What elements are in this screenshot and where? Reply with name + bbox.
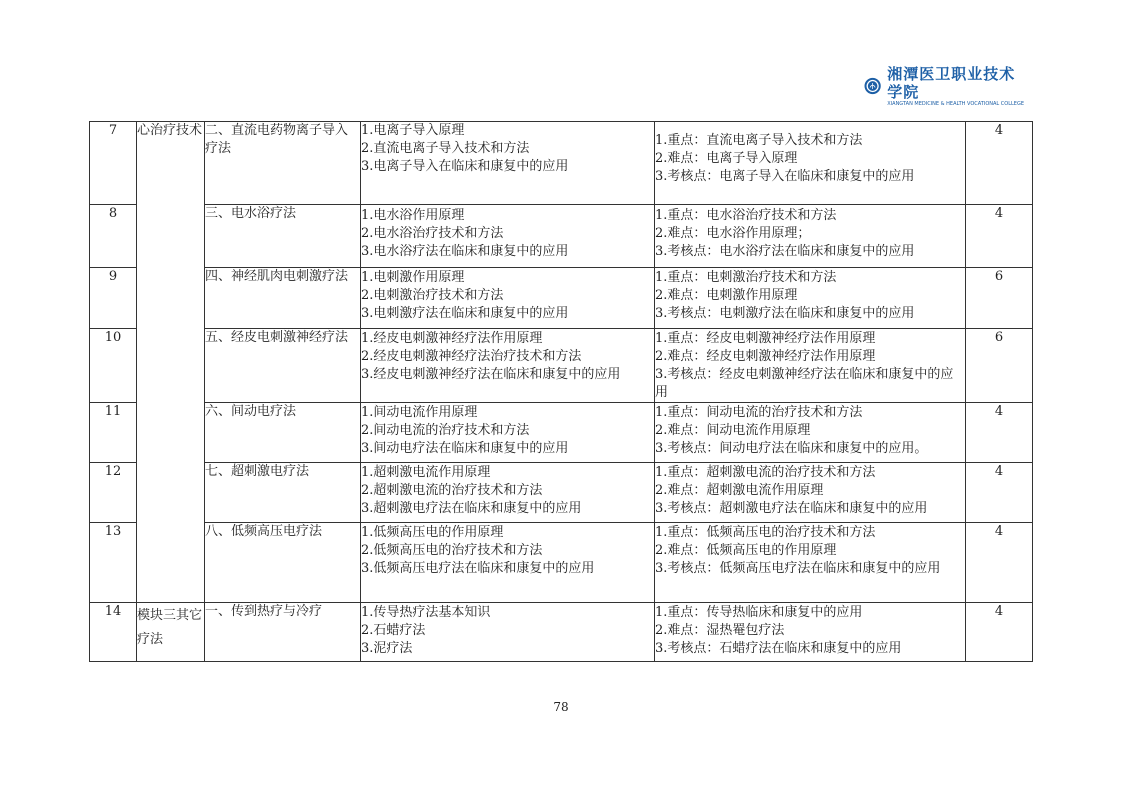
focus-line: 1.重点：直流电离子导入技术和方法 <box>655 133 863 148</box>
focus-cell <box>655 603 966 662</box>
focus-cell <box>655 463 966 523</box>
topic-cell: 五、经皮电刺激神经疗法 <box>205 329 361 403</box>
focus-line: 3.考核点：超刺激电疗法在临床和康复中的应用 <box>655 501 928 516</box>
topic-cell: 七、超刺激电疗法 <box>205 463 361 523</box>
content-line: 3.间动电疗法在临床和康复中的应用 <box>361 441 569 456</box>
hours-cell: 4 <box>966 403 1033 463</box>
focus-line: 3.考核点：电刺激疗法在临床和康复中的应用 <box>655 306 915 321</box>
focus-line: 2.难点：经皮电刺激神经疗法作用原理 <box>655 349 876 364</box>
hours-cell: 4 <box>966 205 1033 268</box>
content-cell <box>361 205 655 268</box>
content-line: 2.经皮电刺激神经疗法治疗技术和方法 <box>361 349 582 364</box>
focus-line: 3.考核点：电水浴疗法在临床和康复中的应用 <box>655 244 915 259</box>
topic-cell: 三、电水浴疗法 <box>205 205 361 268</box>
focus-cell <box>655 122 966 205</box>
module-cell: 模块三其它疗法 <box>137 603 205 662</box>
focus-line: 2.难点：电刺激作用原理 <box>655 288 798 303</box>
content-cell <box>361 122 655 205</box>
content-line: 2.超刺激电流的治疗技术和方法 <box>361 483 543 498</box>
focus-line: 2.难点：低频高压电的作用原理 <box>655 543 837 558</box>
topic-cell: 一、传到热疗与冷疗 <box>205 603 361 662</box>
focus-line: 1.重点：电水浴治疗技术和方法 <box>655 208 837 223</box>
focus-line: 1.重点：低频高压电的治疗技术和方法 <box>655 525 876 540</box>
content-line: 1.电水浴作用原理 <box>361 208 465 223</box>
content-cell <box>361 329 655 403</box>
content-cell <box>361 523 655 603</box>
focus-line: 2.难点：超刺激电流作用原理 <box>655 483 824 498</box>
content-line: 1.电离子导入原理 <box>361 123 465 138</box>
focus-line: 3.考核点：电离子导入在临床和康复中的应用 <box>655 169 915 184</box>
focus-line: 2.难点：电离子导入原理 <box>655 151 798 166</box>
content-line: 1.传导热疗法基本知识 <box>361 605 491 620</box>
content-line: 3.泥疗法 <box>361 641 413 656</box>
content-line: 3.电刺激疗法在临床和康复中的应用 <box>361 306 569 321</box>
focus-line: 1.重点：经皮电刺激神经疗法作用原理 <box>655 331 876 346</box>
focus-cell <box>655 523 966 603</box>
content-cell <box>361 268 655 329</box>
focus-line: 3.考核点：经皮电刺激神经疗法在临床和康复中的应用 <box>655 367 954 400</box>
table-row <box>90 268 1033 329</box>
focus-cell <box>655 205 966 268</box>
content-line: 1.电刺激作用原理 <box>361 270 465 285</box>
focus-line: 2.难点：湿热罨包疗法 <box>655 623 785 638</box>
content-line: 3.电离子导入在临床和康复中的应用 <box>361 159 569 174</box>
focus-line: 3.考核点：低频高压电疗法在临床和康复中的应用 <box>655 561 941 576</box>
table-row <box>90 523 1033 603</box>
focus-cell <box>655 329 966 403</box>
content-line: 3.低频高压电疗法在临床和康复中的应用 <box>361 561 595 576</box>
table-row <box>90 329 1033 403</box>
content-line: 3.经皮电刺激神经疗法在临床和康复中的应用 <box>361 367 621 382</box>
module-cell: 心治疗技术 <box>137 122 205 603</box>
row-number: 8 <box>90 205 137 268</box>
row-number: 14 <box>90 603 137 662</box>
table-row <box>90 463 1033 523</box>
hours-cell: 6 <box>966 329 1033 403</box>
focus-line: 3.考核点：间动电疗法在临床和康复中的应用。 <box>655 441 928 456</box>
focus-line: 2.难点：电水浴作用原理； <box>655 226 811 241</box>
content-cell <box>361 403 655 463</box>
content-line: 2.间动电流的治疗技术和方法 <box>361 423 530 438</box>
topic-cell: 六、间动电疗法 <box>205 403 361 463</box>
table-row <box>90 122 1033 205</box>
content-line: 3.电水浴疗法在临床和康复中的应用 <box>361 244 569 259</box>
row-number: 12 <box>90 463 137 523</box>
row-number: 10 <box>90 329 137 403</box>
content-line: 2.直流电离子导入技术和方法 <box>361 141 530 156</box>
hours-cell: 4 <box>966 122 1033 205</box>
row-number: 13 <box>90 523 137 603</box>
topic-cell: 四、神经肌肉电刺激疗法 <box>205 268 361 329</box>
college-logo <box>864 66 1024 106</box>
hours-cell: 6 <box>966 268 1033 329</box>
hours-cell: 4 <box>966 463 1033 523</box>
focus-cell <box>655 403 966 463</box>
content-line: 1.超刺激电流作用原理 <box>361 465 491 480</box>
topic-cell: 八、低频高压电疗法 <box>205 523 361 603</box>
hours-cell: 4 <box>966 603 1033 662</box>
college-seal-icon <box>864 69 881 103</box>
topic-cell: 二、直流电药物离子导入疗法 <box>205 122 361 205</box>
course-content-table <box>89 121 1033 662</box>
row-number: 11 <box>90 403 137 463</box>
page-number: 78 <box>553 700 569 714</box>
focus-cell <box>655 268 966 329</box>
content-line: 2.石蜡疗法 <box>361 623 426 638</box>
focus-line: 2.难点：间动电流作用原理 <box>655 423 811 438</box>
content-line: 1.低频高压电的作用原理 <box>361 525 504 540</box>
content-cell <box>361 603 655 662</box>
content-line: 2.电水浴治疗技术和方法 <box>361 226 504 241</box>
table-row <box>90 403 1033 463</box>
content-line: 1.间动电流作用原理 <box>361 405 478 420</box>
content-line: 2.低频高压电的治疗技术和方法 <box>361 543 543 558</box>
content-cell <box>361 463 655 523</box>
focus-line: 1.重点：传导热临床和康复中的应用 <box>655 605 863 620</box>
row-number: 7 <box>90 122 137 205</box>
logo-chinese-name: 湘潭医卫职业技术学院 <box>887 64 1016 101</box>
focus-line: 1.重点：超刺激电流的治疗技术和方法 <box>655 465 876 480</box>
content-line: 1.经皮电刺激神经疗法作用原理 <box>361 331 543 346</box>
focus-line: 3.考核点：石蜡疗法在临床和康复中的应用 <box>655 641 902 656</box>
table-row <box>90 603 1033 662</box>
table-row <box>90 205 1033 268</box>
focus-line: 1.重点：间动电流的治疗技术和方法 <box>655 405 863 420</box>
hours-cell: 4 <box>966 523 1033 603</box>
content-line: 3.超刺激电疗法在临床和康复中的应用 <box>361 501 582 516</box>
content-line: 2.电刺激治疗技术和方法 <box>361 288 504 303</box>
focus-line: 1.重点：电刺激治疗技术和方法 <box>655 270 837 285</box>
logo-english-name: XIANGTAN MEDICINE & HEALTH VOCATIONAL COLLEGE <box>887 100 1024 107</box>
row-number: 9 <box>90 268 137 329</box>
